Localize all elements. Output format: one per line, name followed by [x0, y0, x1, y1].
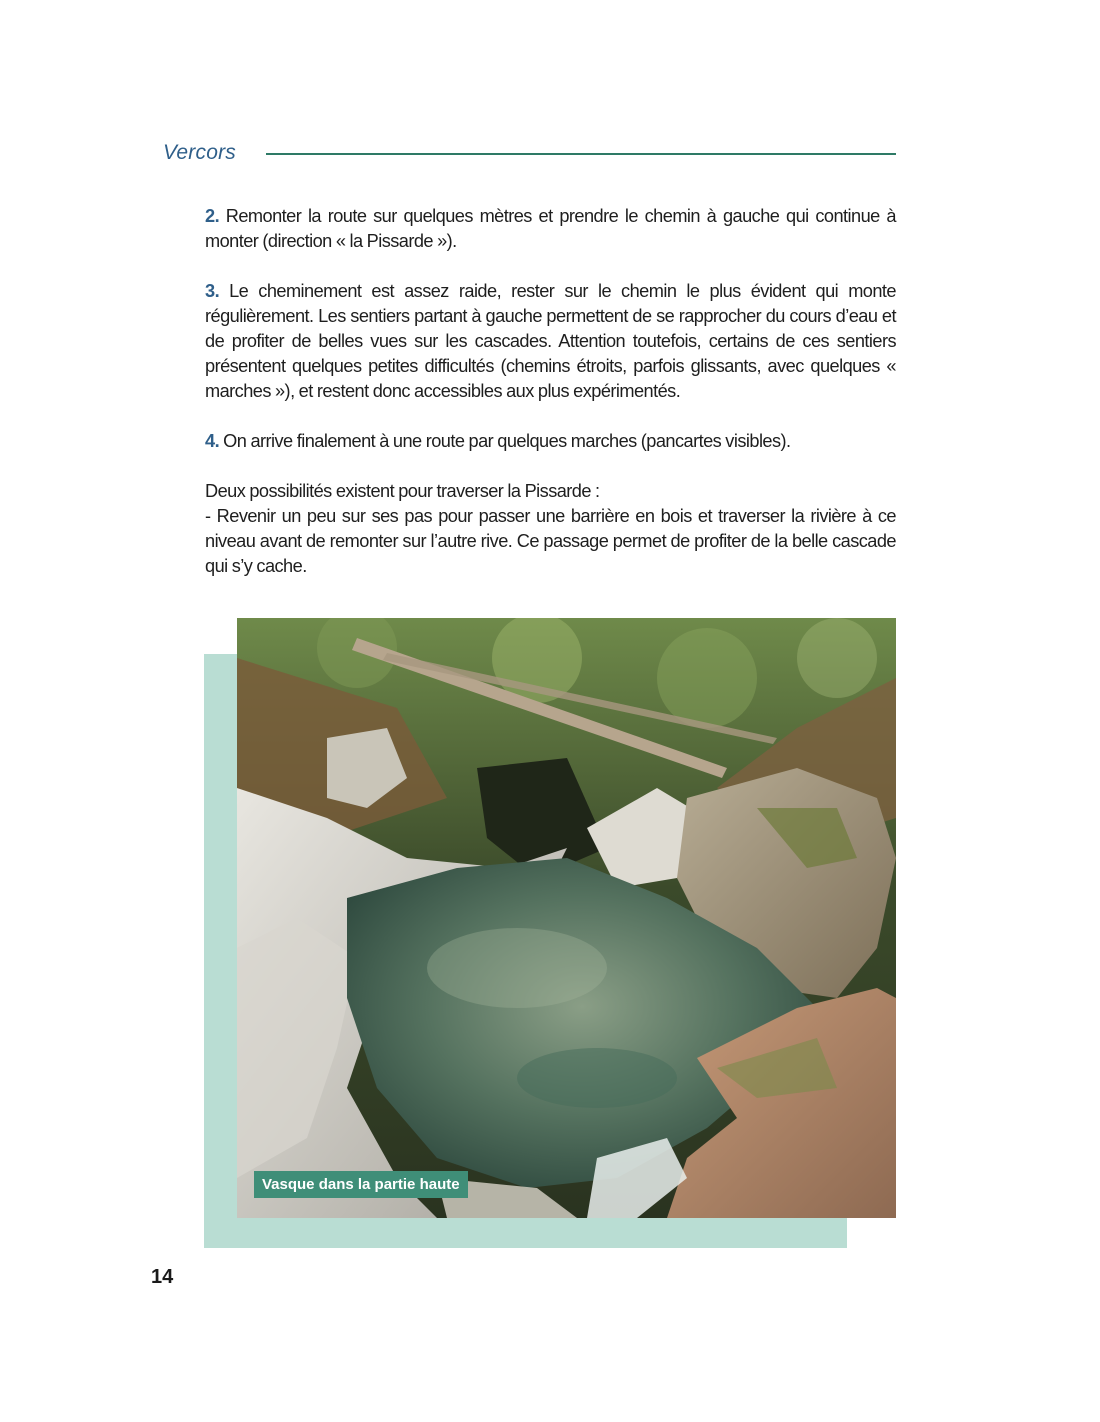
waterfall-pool-photo — [237, 618, 896, 1218]
photo-illustration — [237, 618, 896, 1218]
step-4-number: 4. — [205, 431, 220, 451]
step-4-paragraph — [205, 429, 896, 454]
step-4-text: On arrive finalement à une route par quelques marches (pancartes visibles). — [219, 431, 791, 451]
step-2-number: 2. — [205, 206, 220, 226]
step-3-text: Le cheminement est assez raide, rester sur le chemin le plus évident qui monte régulièrement. Les sentiers partant à gauche permettent de se rapprocher du cours d’eau et de profiter de belles vues sur les cascades. Attention toutefois, certains de ces sentiers présentent quelques petites difficultés (chemins étroits, parfois glissants, avec quelques « marches »), et restent donc accessibles aux plus expérimentés. — [205, 281, 896, 401]
crossing-intro: Deux possibilités existent pour traverser la Pissarde : — [205, 481, 600, 501]
step-2-text: Remonter la route sur quelques mètres et prendre le chemin à gauche qui continue à monter (direction « la Pissarde »). — [205, 206, 896, 251]
photo-caption: Vasque dans la partie haute — [254, 1171, 468, 1198]
header-divider — [266, 153, 896, 155]
step-3-number: 3. — [205, 281, 220, 301]
page-number: 14 — [151, 1266, 174, 1288]
crossing-option-1: - Revenir un peu sur ses pas pour passer une barrière en bois et traverser la rivière à ce niveau avant de remonter sur l’autre rive. Ce passage permet de profiter de la belle cascade qui s’y cache. — [205, 506, 896, 576]
body-text — [205, 204, 896, 579]
step-2-paragraph — [205, 204, 896, 254]
running-header-title: Vercors — [163, 141, 236, 164]
step-3-paragraph — [205, 279, 896, 404]
